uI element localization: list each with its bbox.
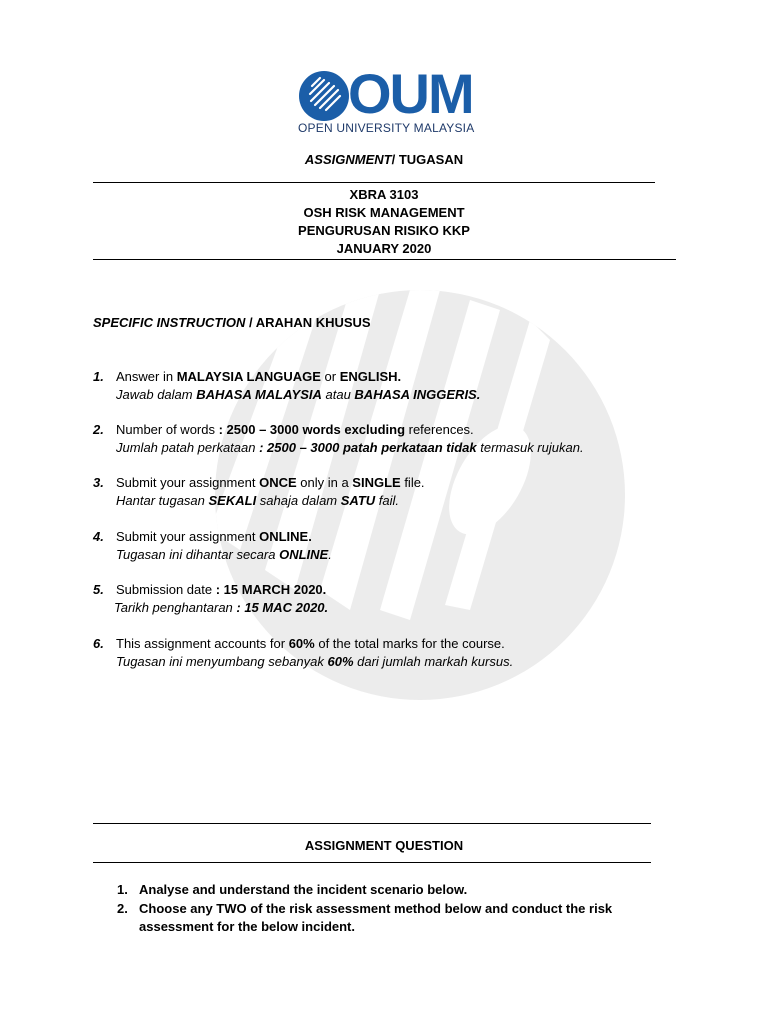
- item-en: Answer in MALAYSIA LANGUAGE or ENGLISH.: [116, 369, 402, 384]
- divider-header-bottom: [93, 259, 676, 260]
- instruction-title: [93, 315, 371, 330]
- item-en: Submission date : 15 MARCH 2020.: [116, 582, 327, 597]
- item-number: 1.: [93, 369, 104, 384]
- item-en: Submit your assignment ONCE only in a SINGLE file.: [116, 475, 425, 490]
- assignment-title-ms: TUGASAN: [395, 152, 464, 167]
- assignment-title: [0, 152, 768, 167]
- instruction-title-en: SPECIFIC INSTRUCTION: [93, 315, 246, 330]
- course-name-en: OSH RISK MANAGEMENT: [303, 205, 465, 220]
- divider-question-bottom: [93, 862, 651, 863]
- course-name-ms: PENGURUSAN RISIKO KKP: [298, 223, 470, 238]
- item-ms: Jumlah patah perkataan : 2500 – 3000 patah perkataan tidak termasuk rujukan.: [116, 440, 584, 455]
- item-number: 2.: [93, 422, 104, 437]
- question-number: 1.: [117, 882, 128, 897]
- university-name: OPEN UNIVERSITY MALAYSIA: [298, 121, 475, 135]
- item-number: 3.: [93, 475, 104, 490]
- instruction-title-sep: /: [245, 315, 256, 330]
- semester: JANUARY 2020: [336, 241, 432, 256]
- item-ms: Tugasan ini dihantar secara ONLINE.: [116, 547, 332, 562]
- question-text: Choose any TWO of the risk assessment method below and conduct the risk assessment for the below incident.: [139, 901, 613, 934]
- question-title: ASSIGNMENT QUESTION: [304, 838, 464, 853]
- oum-logo-mark: [298, 70, 350, 122]
- item-en: Submit your assignment ONLINE.: [116, 529, 312, 544]
- item-en: This assignment accounts for 60% of the total marks for the course.: [116, 636, 505, 651]
- item-number: 4.: [93, 529, 104, 544]
- item-ms: Tarikh penghantaran : 15 MAC 2020.: [114, 600, 329, 615]
- item-ms: Jawab dalam BAHASA MALAYSIA atau BAHASA INGGERIS.: [116, 387, 481, 402]
- question-text: Analyse and understand the incident scenario below.: [139, 882, 468, 897]
- course-code: XBRA 3103: [349, 187, 419, 202]
- item-ms: Hantar tugasan SEKALI sahaja dalam SATU fail.: [116, 493, 400, 508]
- instruction-title-ms: ARAHAN KHUSUS: [255, 315, 371, 330]
- item-ms: Tugasan ini menyumbang sebanyak 60% dari jumlah markah kursus.: [116, 654, 514, 669]
- oum-wordmark: OUM: [348, 62, 473, 125]
- divider-top: [93, 182, 655, 183]
- item-number: 6.: [93, 636, 104, 651]
- assignment-title-en: ASSIGNMENT: [304, 152, 392, 167]
- assignment-title-sep: /: [391, 152, 396, 167]
- item-en: Number of words : 2500 – 3000 words excluding references.: [116, 422, 474, 437]
- item-number: 5.: [93, 582, 104, 597]
- divider-question-top: [93, 823, 651, 824]
- question-number: 2.: [117, 901, 128, 916]
